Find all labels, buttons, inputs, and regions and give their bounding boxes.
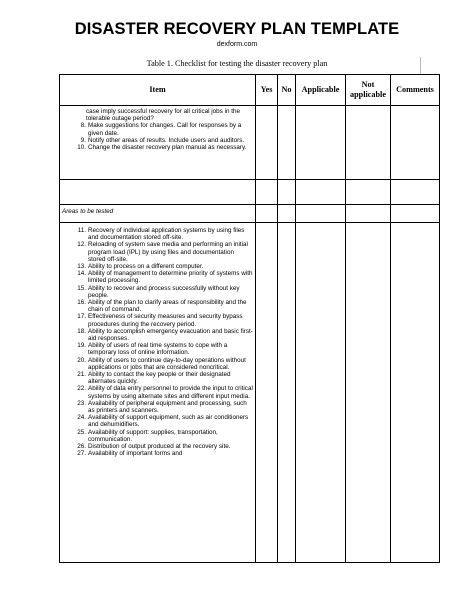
list-item (62, 299, 253, 313)
item-text: Ability to process on a different computer. (88, 263, 204, 271)
table-caption: Table 1. Checklist for testing the disaster recovery plan (146, 59, 328, 68)
lead-text: case imply successful recovery for all critical jobs in the tolerable outage period? (86, 108, 240, 123)
applicable-cell[interactable] (296, 205, 346, 223)
item-text: Availability of peripheral equipment and processing, such as printers and scanners. (88, 399, 247, 415)
item-text: Ability of the plan to clarify areas of responsibility and the chain of command. (88, 299, 247, 314)
item-number: 26. (77, 443, 86, 451)
list-item (62, 414, 253, 428)
checklist-table (59, 74, 440, 563)
table-row-section (60, 205, 440, 223)
yes-cell[interactable] (256, 223, 278, 563)
header-comments: Comments (391, 75, 440, 106)
list-item (62, 144, 253, 151)
list-item (62, 263, 253, 270)
list-item (62, 227, 253, 241)
item-text: Make suggestions for changes. Call for responses by a given date. (88, 122, 242, 137)
yes-cell[interactable] (256, 180, 278, 205)
item-number: 13. (77, 263, 86, 271)
header-not-line1: Not (361, 80, 375, 89)
item-number: 10. (77, 144, 86, 152)
table-row-empty (60, 180, 440, 205)
item-number: 15. (77, 284, 86, 292)
item-number: 23. (77, 399, 86, 407)
item-text: Ability to recover and process successfully without key people. (88, 284, 240, 299)
item-number: 16. (77, 299, 86, 307)
header-item: Item (60, 75, 256, 106)
applicable-cell[interactable] (296, 106, 346, 180)
item-text: Availability of support: supplies, transportation, communication. (88, 428, 218, 443)
list-item (62, 270, 253, 284)
list-item (62, 400, 253, 414)
yes-cell[interactable] (256, 106, 278, 180)
comments-cell[interactable] (391, 180, 440, 205)
item-number: 11. (77, 227, 86, 234)
item-text: Ability of users to continue day-to-day operations without applications or jobs that are considered noncritical. (88, 356, 246, 371)
applicable-cell[interactable] (296, 223, 346, 563)
item-number: 22. (77, 385, 86, 393)
header-no: No (278, 75, 296, 106)
item-number: 9. (80, 136, 86, 144)
list-item (62, 328, 253, 342)
list-item (62, 371, 253, 385)
applicable-cell[interactable] (296, 180, 346, 205)
header-applicable: Applicable (296, 75, 346, 106)
item-text: Ability of data entry personnel to provide the input to critical systems by using alternate sites and different input media. (88, 385, 253, 400)
header-not-applicable (346, 75, 391, 106)
list-item (62, 450, 253, 457)
item-number: 12. (77, 241, 86, 249)
item-number: 25. (77, 428, 86, 436)
not-applicable-cell[interactable] (346, 205, 391, 223)
not-applicable-cell[interactable] (346, 180, 391, 205)
list-item (62, 313, 253, 327)
item-text: Ability to accomplish emergency evacuation and basic first-aid responses. (88, 327, 253, 343)
item-number: 24. (77, 414, 86, 422)
table-row-block2 (60, 223, 440, 563)
not-applicable-cell[interactable] (346, 106, 391, 180)
list-item (62, 122, 253, 136)
comments-cell[interactable] (391, 205, 440, 223)
item-number: 21. (77, 371, 86, 379)
yes-cell[interactable] (256, 205, 278, 223)
list-item (62, 429, 253, 443)
table-row-block1 (60, 106, 440, 180)
list-item (62, 385, 253, 399)
list-item (62, 357, 253, 371)
item-number: 19. (77, 342, 86, 350)
list-item (62, 241, 253, 263)
item-text: Availability of important forms and (88, 450, 183, 458)
no-cell[interactable] (278, 106, 296, 180)
list-item (62, 443, 253, 450)
item-cell (60, 106, 256, 180)
comments-cell[interactable] (391, 106, 440, 180)
item-text: Distribution of output produced at the recovery site. (88, 443, 231, 451)
item-cell (60, 180, 256, 205)
item-text: Change the disaster recovery plan manual as necessary. (88, 144, 247, 152)
source-label: dexform.com (216, 41, 258, 48)
item-text: Notify other areas of results. Include users and auditors. (88, 136, 245, 144)
item-text: Effectiveness of security measures and security bypass procedures during the recovery period. (88, 313, 243, 328)
no-cell[interactable] (278, 205, 296, 223)
item-text: Availability of support equipment, such as air conditioners and dehumidifiers. (88, 414, 249, 429)
no-cell[interactable] (278, 223, 296, 563)
list-item (62, 342, 253, 356)
item-text: Ability to contact the key people or their designated alternates quickly. (88, 371, 231, 386)
header-yes: Yes (256, 75, 278, 106)
item-number: 18. (77, 327, 86, 335)
section-label: Areas to be tested (60, 205, 256, 223)
header-not-line2: applicable (350, 90, 386, 99)
item-number: 27. (77, 450, 86, 458)
list-item (62, 137, 253, 144)
item-text: Ability of users of real time systems to cope with a temporary loss of online information. (88, 342, 228, 357)
item-number: 8. (80, 122, 86, 130)
list-item (62, 285, 253, 299)
margin-tick (420, 57, 421, 75)
not-applicable-cell[interactable] (346, 223, 391, 563)
item-number: 17. (77, 313, 86, 321)
no-cell[interactable] (278, 180, 296, 205)
item-text: Ability of management to determine priority of systems with limited processing. (88, 270, 253, 285)
item-text: Recovery of individual application systems by using files and documentation stored off-site. (88, 227, 245, 242)
item-number: 14. (77, 270, 86, 278)
item-text: Reloading of system save media and performing an initial program load (IPL) by using files and documentation stored off-site. (88, 241, 248, 263)
document-title: DISASTER RECOVERY PLAN TEMPLATE (74, 20, 400, 38)
item-cell (60, 223, 256, 563)
comments-cell[interactable] (391, 223, 440, 563)
item-number: 20. (77, 356, 86, 364)
header-row (60, 75, 440, 106)
